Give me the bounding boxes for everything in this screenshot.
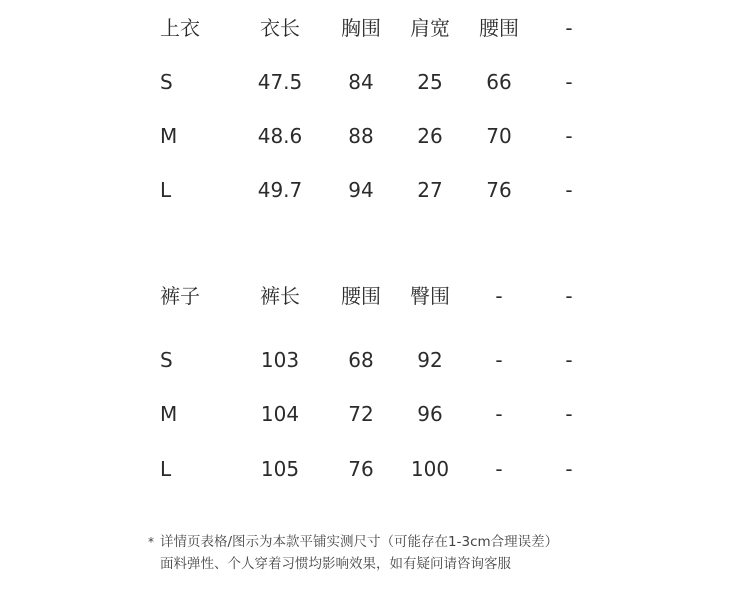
table-cell: 72 [348,402,374,426]
table-cell: 96 [417,402,443,426]
table-cell: 66 [486,70,512,94]
table-cell: 103 [260,348,300,372]
size-label: M [160,402,178,426]
table-row [0,345,729,375]
size-label: L [160,457,172,481]
table-cell: - [565,70,573,94]
table-cell: 92 [417,348,443,372]
size-label: M [160,124,178,148]
table-cell: 104 [260,402,300,426]
column-header-waist: 腰围 [479,16,519,40]
table-cell: 27 [417,178,443,202]
footnote-text-1: 详情页表格/图示为本款平铺实测尺寸（可能存在1-3cm合理误差） [160,534,559,550]
column-header-hip: 臀围 [410,284,450,308]
tops-category-label: 上衣 [160,16,200,40]
table-cell: 25 [417,70,443,94]
table-cell: - [495,402,503,426]
pants-header-row [0,281,729,311]
footnote-line-1 [148,531,558,553]
size-label: L [160,178,172,202]
table-cell: 47.5 [257,70,303,94]
table-cell: 94 [348,178,374,202]
table-cell: 76 [348,457,374,481]
pants-category-label: 裤子 [160,284,200,308]
column-header-waist: 腰围 [341,284,381,308]
table-cell: 68 [348,348,374,372]
table-cell: - [565,178,573,202]
table-cell: 84 [348,70,374,94]
table-row [0,67,729,97]
table-row [0,121,729,151]
column-header-pants-length: 裤长 [260,284,300,308]
table-cell: 48.6 [257,124,303,148]
column-header-length: 衣长 [260,16,300,40]
column-header-empty: - [565,16,573,40]
footnote-text-2: 面料弹性、个人穿着习惯均影响效果，如有疑问请咨询客服 [160,556,511,572]
column-header-empty: - [495,284,503,308]
footnote-line-2 [148,553,558,575]
table-cell: 26 [417,124,443,148]
table-row [0,175,729,205]
column-header-chest: 胸围 [341,16,381,40]
table-cell: 49.7 [257,178,303,202]
table-cell: - [565,348,573,372]
size-label: S [160,348,173,372]
table-cell: 76 [486,178,512,202]
table-cell: 100 [410,457,450,481]
table-cell: - [565,124,573,148]
table-cell: - [495,348,503,372]
column-header-shoulder: 肩宽 [410,16,450,40]
table-cell: - [565,457,573,481]
column-header-empty: - [565,284,573,308]
table-cell: 105 [260,457,300,481]
size-label: S [160,70,173,94]
table-cell: - [565,402,573,426]
table-cell: 70 [486,124,512,148]
tops-header-row [0,13,729,43]
table-row [0,399,729,429]
table-row [0,454,729,484]
footnote [148,531,558,575]
table-cell: 88 [348,124,374,148]
table-cell: - [495,457,503,481]
footnote-marker: * [148,535,154,549]
